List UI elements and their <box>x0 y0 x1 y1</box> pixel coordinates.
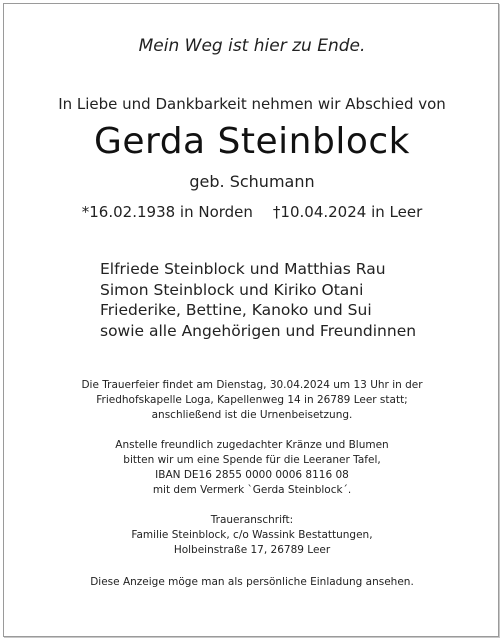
deceased-name: Gerda Steinblock <box>93 121 411 162</box>
donation-line: mit dem Vermerk `Gerda Steinblock´. <box>152 484 352 496</box>
mourning-address <box>0 513 504 558</box>
donation-line: bitten wir um eine Spende für die Leeraner Tafel, <box>123 454 381 466</box>
donation-info <box>0 438 504 498</box>
closing-line: Diese Anzeige möge man als persönliche Einladung ansehen. <box>90 576 414 588</box>
mourner-line: Friederike, Bettine, Kanoko und Sui <box>100 301 372 319</box>
address-line: Traueranschrift: <box>210 514 294 526</box>
life-dates <box>0 203 504 221</box>
donation-line: IBAN DE16 2855 0000 0006 8116 08 <box>155 469 349 481</box>
closing-note <box>0 575 504 590</box>
funeral-info <box>0 378 504 423</box>
mourner-line: Simon Steinblock und Kiriko Otani <box>100 280 364 299</box>
address-line: Holbeinstraße 17, 26789 Leer <box>173 544 331 556</box>
mourner-line: sowie alle Angehörigen und Freundinnen <box>100 321 417 340</box>
funeral-line: Die Trauerfeier findet am Dienstag, 30.04.2024 um 13 Uhr in der <box>81 379 423 391</box>
mourners-list <box>100 259 416 341</box>
intro-text: In Liebe und Dankbarkeit nehmen wir Abschied von <box>58 95 446 113</box>
funeral-line: Friedhofskapelle Loga, Kapellenweg 14 in 26789 Leer statt; <box>96 394 408 406</box>
death-date: †10.04.2024 in Leer <box>272 203 423 221</box>
motto: Mein Weg ist hier zu Ende. <box>138 36 366 56</box>
funeral-line: anschließend ist die Urnenbeisetzung. <box>151 409 353 421</box>
donation-line: Anstelle freundlich zugedachter Kränze und Blumen <box>115 439 389 451</box>
maiden-name: geb. Schumann <box>189 172 315 191</box>
address-line: Familie Steinblock, c/o Wassink Bestattungen, <box>131 529 373 541</box>
birth-date: *16.02.1938 in Norden <box>81 203 253 221</box>
mourner-line: Elfriede Steinblock und Matthias Rau <box>100 260 386 278</box>
